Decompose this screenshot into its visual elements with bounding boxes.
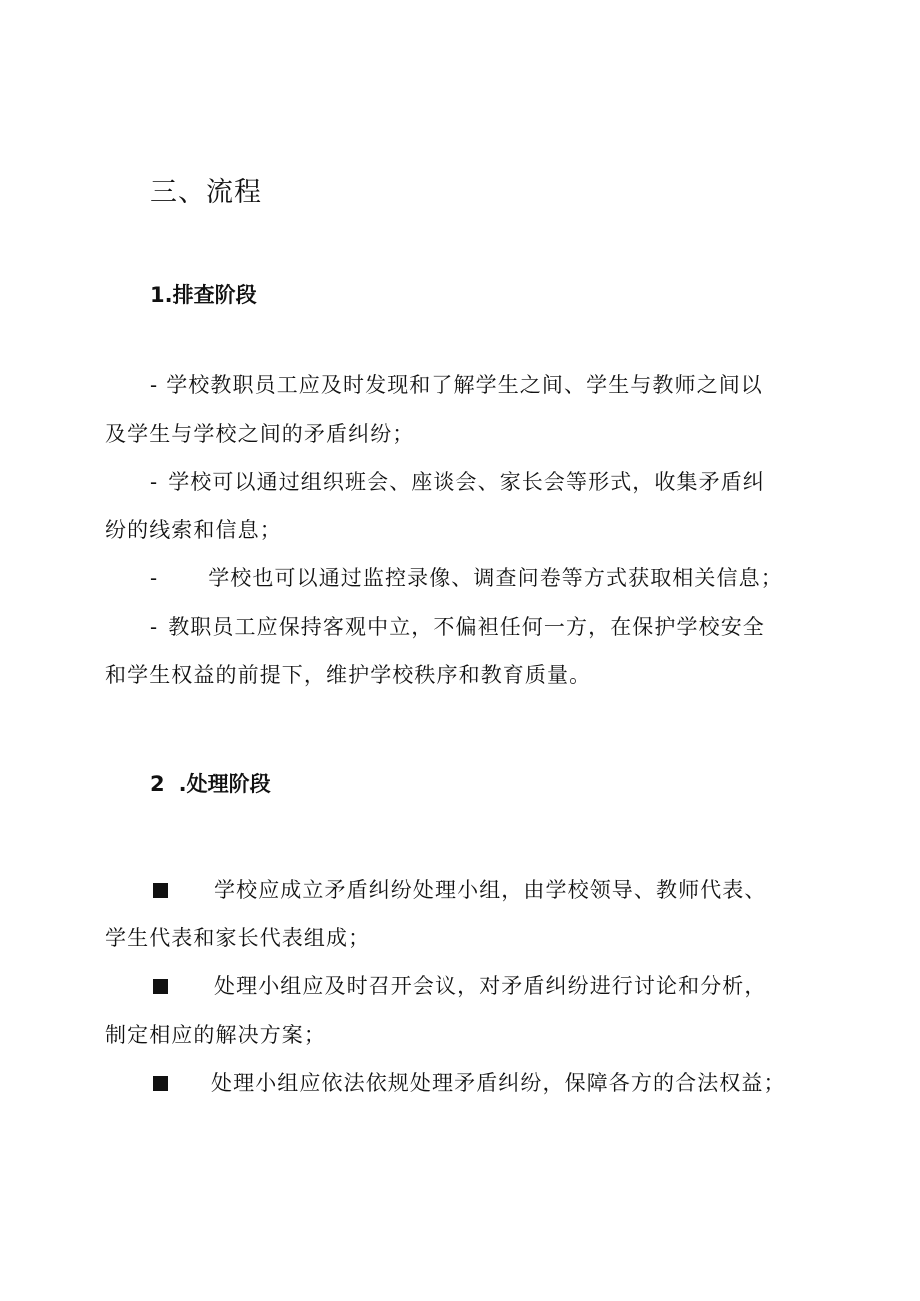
square-bullet-icon [153,1076,168,1091]
stage2-heading [150,768,271,798]
stage1-item4-line2: 和学生权益的前提下，维护学校秩序和教育质量。 [105,663,592,687]
stage1-item3-line1 [150,562,783,592]
stage2-title: .处理阶段 [178,772,271,796]
stage1-item3-text: 学校也可以通过监控录像、调查问卷等方式获取相关信息； [208,566,783,590]
dash-marker: - [150,615,159,639]
stage1-number: 1. [150,283,173,307]
stage2-item1-text: 学校应成立矛盾纠纷处理小组，由学校领导、教师代表、 [214,878,767,902]
stage1-item2-line2: 纷的线索和信息； [105,518,282,542]
stage1-heading [150,279,257,309]
stage2-item3-line1 [153,1067,786,1097]
stage2-item2-line1 [153,970,767,1000]
stage1-item1-line1 [150,369,763,399]
stage1-item2-text: 学校可以通过组织班会、座谈会、家长会等形式，收集矛盾纠 [168,470,765,494]
stage1-item1-text: 学校教职员工应及时发现和了解学生之间、学生与教师之间以 [166,373,763,397]
stage1-item4-line1 [150,611,765,641]
dash-marker: - [150,373,159,397]
stage1-item2-line1 [150,466,765,496]
stage2-number: 2 [150,772,165,796]
stage2-item2-text: 处理小组应及时召开会议，对矛盾纠纷进行讨论和分析， [214,974,767,998]
dash-marker: - [150,470,159,494]
stage2-item3-text: 处理小组应依法依规处理矛盾纠纷，保障各方的合法权益； [211,1071,786,1095]
section-title: 三、流程 [150,177,262,208]
stage1-title: 排查阶段 [172,283,257,307]
stage1-item1-line2: 及学生与学校之间的矛盾纠纷； [105,422,415,446]
stage2-item1-line1 [153,874,767,904]
square-bullet-icon [153,883,168,898]
stage1-item4-text: 教职员工应保持客观中立，不偏袒任何一方，在保护学校安全 [168,615,765,639]
square-bullet-icon [153,979,168,994]
stage2-item1-line2: 学生代表和家长代表组成； [105,926,371,950]
stage2-item2-line2: 制定相应的解决方案； [105,1023,326,1047]
dash-marker: - [150,566,159,590]
